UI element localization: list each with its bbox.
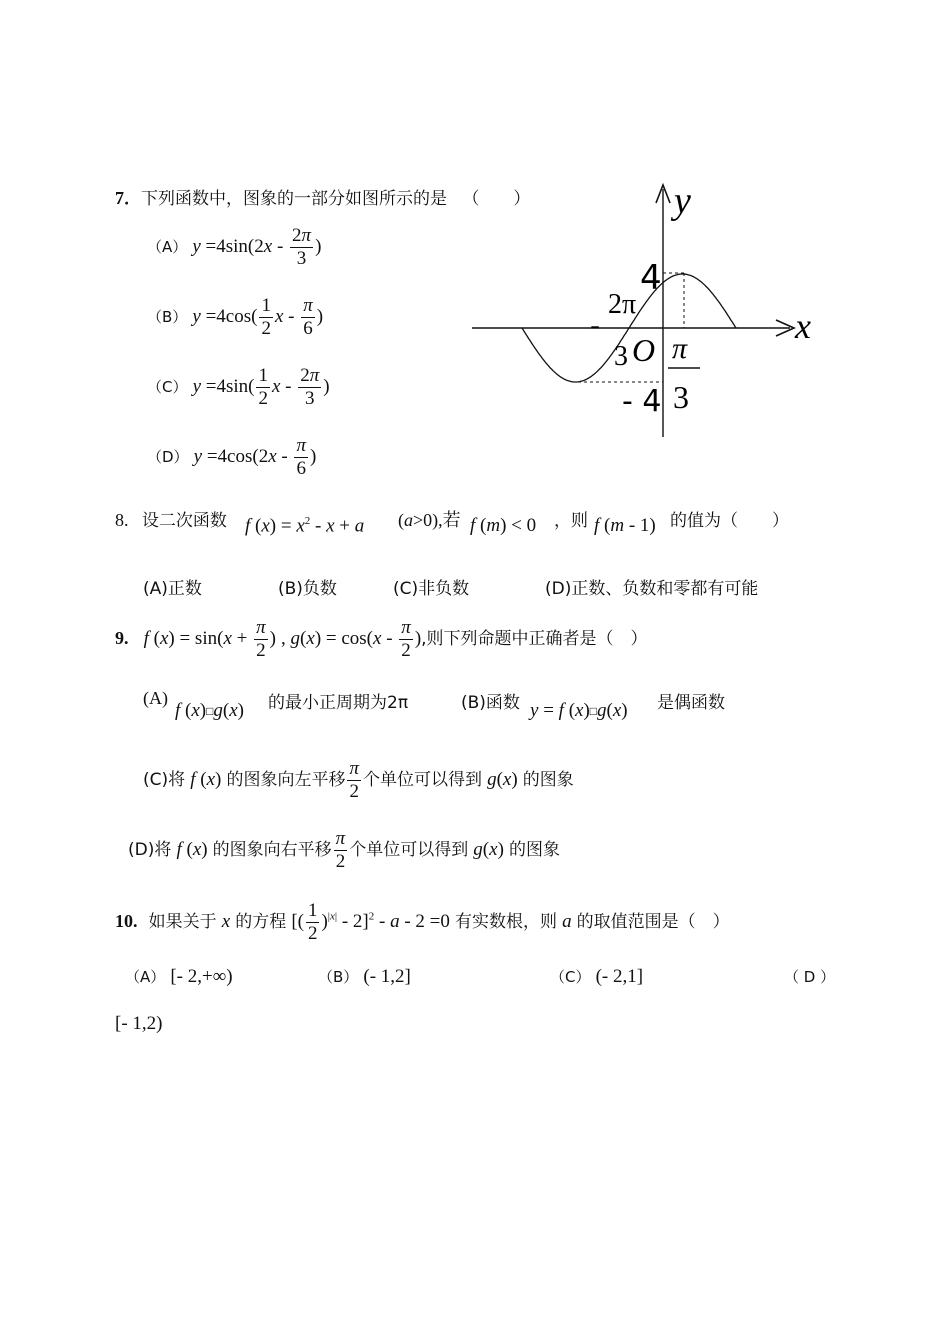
q10-option-d-label[interactable]: （ D ） xyxy=(784,968,836,986)
q8-option-b[interactable]: (B)负数 xyxy=(278,579,337,599)
max-label: 4 xyxy=(640,258,662,298)
q7-option-d-formula: y =4cos(2x - $\frac{\pi}{6}$ ) xyxy=(193,435,317,479)
q8-then: ，则 xyxy=(554,511,588,531)
q9-option-c[interactable]: (C)将 f (x) 的图象向左平移 $\frac{\pi}{2}$ 个单位可以得到 g(x) 的图象 xyxy=(143,758,574,802)
x-label: x xyxy=(795,306,811,346)
q8-option-c[interactable]: (C)非负数 xyxy=(393,579,470,599)
q10-option-a[interactable]: （A） [- 2,+∞) xyxy=(125,966,233,987)
q10-stem: 10. 如果关于 x 的方程 [( $\frac{1}{2}$ )$^{|x|}$ - 2]$^2$ - a - 2 =0 有实数根，则 a 的取值范围是（ ） xyxy=(115,900,730,944)
q9-option-c-formula2: g(x) xyxy=(487,769,518,790)
q9-option-a-label[interactable]: (A) xyxy=(143,688,168,708)
q7-option-b-formula: y =4cos( $\frac{1}{2}$ x - $\frac{\pi}{6}$ ) xyxy=(192,295,324,339)
q10-option-d-value: [- 1,2) xyxy=(115,1013,163,1034)
q9-option-c-formula: f (x) xyxy=(190,769,222,790)
q7-option-c[interactable]: （C） y =4sin( $\frac{1}{2}$ x - $\frac{2\pi}{3}$ ) xyxy=(147,365,330,409)
q9-option-b-formula: y = f (x)□g(x) xyxy=(530,700,628,721)
pos-label-num: π xyxy=(672,332,688,365)
q7-graph xyxy=(460,175,840,445)
q8-stem: 8. 设二次函数 xyxy=(115,510,227,531)
neg-label-den: 3 xyxy=(614,341,628,372)
q8-option-a[interactable]: (A)正数 xyxy=(143,579,202,599)
q8-target: f (m - 1) xyxy=(594,515,656,536)
q8-condition-formula: f (m) < 0 xyxy=(470,515,537,536)
neg-label-num: 2π xyxy=(608,289,637,320)
q10-option-c[interactable]: （C） (- 2,1] xyxy=(550,966,644,987)
q9-option-d[interactable]: (D)将 f (x) 的图象向右平移 $\frac{\pi}{2}$ 个单位可以得到 g(x) 的图象 xyxy=(128,828,560,872)
q10-option-b[interactable]: （B） (- 1,2] xyxy=(318,966,411,987)
q8-formula: f $(x) = x^2 - x + a$ xyxy=(245,515,365,537)
q9-option-a-text: 的最小正周期为2π xyxy=(268,693,409,713)
pos-label-den: 3 xyxy=(673,379,689,415)
q9-option-d-frac: $\frac{\pi}{2}$ xyxy=(335,828,346,872)
q7-option-a-formula: y =4sin(2x - $\frac{2\pi}{3}$ ) xyxy=(192,225,322,269)
q7-option-b[interactable]: （B） y =4cos( $\frac{1}{2}$ x - $\frac{\pi}{6}$ ) xyxy=(147,295,324,339)
q9-option-b-text: 是偶函数 xyxy=(657,693,725,713)
q9-option-c-frac: $\frac{\pi}{2}$ xyxy=(349,758,359,802)
q8-ask: 的值为（ ） xyxy=(670,511,789,531)
q7-option-d[interactable]: （D） y =4cos(2x - $\frac{\pi}{6}$ ) xyxy=(147,435,317,479)
min-label: - 4 xyxy=(622,384,662,419)
q9-option-b-label[interactable]: (B)函数 xyxy=(461,693,520,713)
neg-sign: - xyxy=(590,309,601,342)
q9-option-a-formula: f (x)□g(x) xyxy=(175,700,244,721)
q9-g-def: , g(x) = cos(x - $\frac{\pi}{2}$ ) xyxy=(281,617,422,661)
q8-condition: (a>0),若 xyxy=(398,510,461,530)
y-label: y xyxy=(674,180,691,222)
q9-f-def: f (x) = sin(x + $\frac{\pi}{2}$ ) xyxy=(143,617,276,661)
q8-option-d[interactable]: (D)正数、负数和零都有可能 xyxy=(545,579,759,599)
q7-option-a[interactable]: （A） y =4sin(2x - $\frac{2\pi}{3}$ ) xyxy=(147,225,322,269)
q7-option-c-formula: y =4sin( $\frac{1}{2}$ x - $\frac{2\pi}{3}$ ) xyxy=(192,365,330,409)
origin-label: O xyxy=(632,332,656,368)
q10-equation: [( $\frac{1}{2}$ )$^{|x|}$ - 2]$^2$ - a - 2 =0 xyxy=(291,900,450,944)
q9-option-d-formula2: g(x) xyxy=(473,839,504,860)
q7-stem: 7．下列函数中，图象的一部分如图所示的是 （ ） xyxy=(115,188,531,209)
q9-stem: 9. f (x) = sin(x + $\frac{\pi}{2}$ ) , g(x) = cos(x - $\frac{\pi}{2}$ ),则下列命题中正确者是（ ） xyxy=(115,617,648,661)
q9-option-d-formula: f (x) xyxy=(176,839,208,860)
